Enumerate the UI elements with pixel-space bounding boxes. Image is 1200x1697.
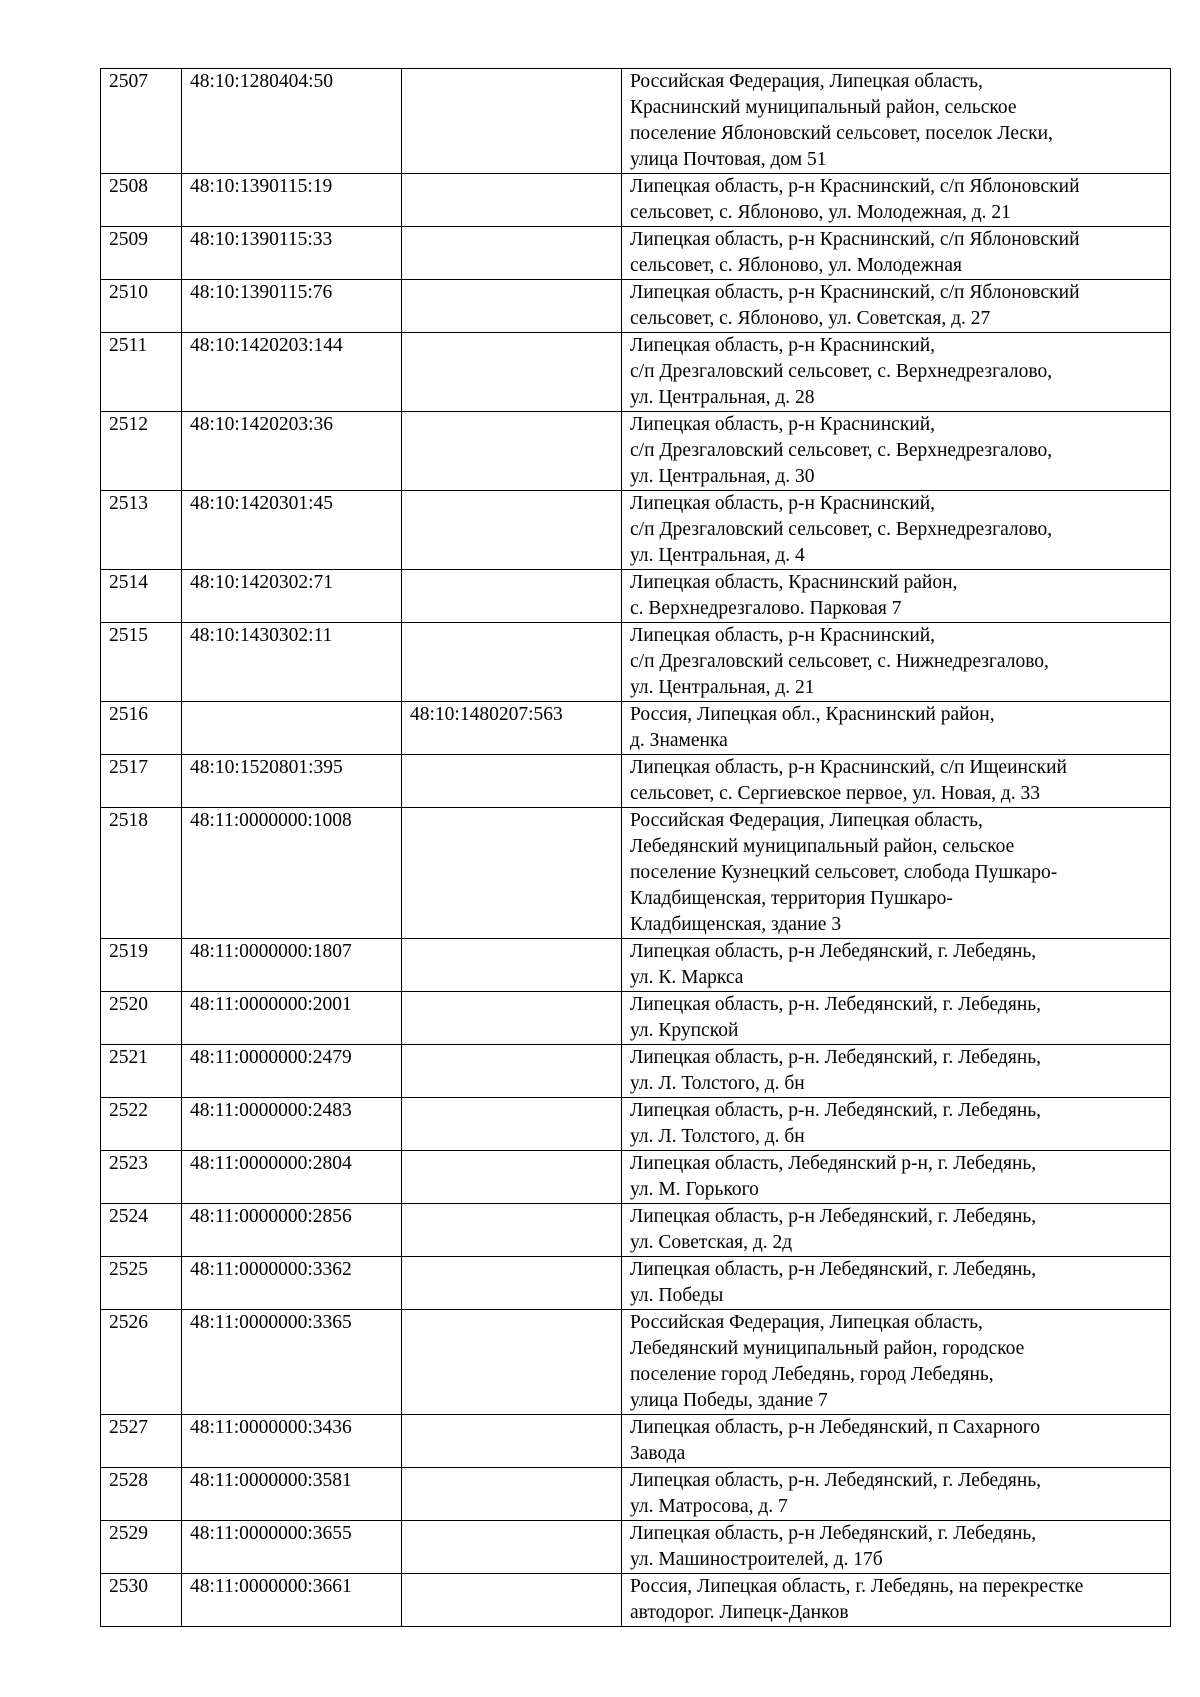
table-row [101, 1468, 1171, 1521]
table-row [101, 227, 1171, 280]
address-cell: Липецкая область, р-н. Лебедянский, г. Лебедянь, ул. Крупской [622, 992, 1171, 1045]
row-number-cell: 2518 [101, 808, 182, 939]
land-cadastral-number-cell: 48:10:1430302:11 [182, 623, 402, 702]
address-cell: Россия, Липецкая обл., Краснинский район, д. Знаменка [622, 702, 1171, 755]
row-number-cell: 2524 [101, 1204, 182, 1257]
table-row [101, 1151, 1171, 1204]
table-body [101, 69, 1171, 1627]
row-number-cell: 2525 [101, 1257, 182, 1310]
table-row [101, 1415, 1171, 1468]
row-number-cell: 2513 [101, 491, 182, 570]
building-cadastral-number-cell [402, 280, 622, 333]
land-cadastral-number-cell: 48:11:0000000:1807 [182, 939, 402, 992]
address-cell: Липецкая область, р-н Лебедянский, г. Лебедянь, ул. К. Маркса [622, 939, 1171, 992]
land-cadastral-number-cell: 48:10:1390115:19 [182, 174, 402, 227]
table-row [101, 174, 1171, 227]
address-cell: Липецкая область, р-н Краснинский, с/п Дрезгаловский сельсовет, с. Нижнедрезгалово, ул. Центральная, д. 21 [622, 623, 1171, 702]
table-row [101, 1045, 1171, 1098]
table-row [101, 280, 1171, 333]
row-number-cell: 2514 [101, 570, 182, 623]
table-row [101, 1098, 1171, 1151]
land-cadastral-number-cell: 48:11:0000000:3365 [182, 1310, 402, 1415]
table-row [101, 1204, 1171, 1257]
land-cadastral-number-cell: 48:11:0000000:2001 [182, 992, 402, 1045]
address-cell: Липецкая область, р-н Лебедянский, г. Лебедянь, ул. Советская, д. 2д [622, 1204, 1171, 1257]
row-number-cell: 2520 [101, 992, 182, 1045]
address-cell: Липецкая область, р-н Краснинский, с/п Дрезгаловский сельсовет, с. Верхнедрезгалово, ул. Центральная, д. 28 [622, 333, 1171, 412]
address-cell: Липецкая область, р-н Лебедянский, г. Лебедянь, ул. Победы [622, 1257, 1171, 1310]
building-cadastral-number-cell [402, 623, 622, 702]
land-cadastral-number-cell: 48:10:1520801:395 [182, 755, 402, 808]
row-number-cell: 2523 [101, 1151, 182, 1204]
table-row [101, 333, 1171, 412]
table-row [101, 623, 1171, 702]
table-row [101, 570, 1171, 623]
land-cadastral-number-cell: 48:11:0000000:2479 [182, 1045, 402, 1098]
row-number-cell: 2528 [101, 1468, 182, 1521]
table-row [101, 992, 1171, 1045]
address-cell: Липецкая область, р-н Краснинский, с/п Ищеинский сельсовет, с. Сергиевское первое, ул. Новая, д. 33 [622, 755, 1171, 808]
row-number-cell: 2507 [101, 69, 182, 174]
row-number-cell: 2511 [101, 333, 182, 412]
address-cell: Российская Федерация, Липецкая область, Лебедянский муниципальный район, сельское поселение Кузнецкий сельсовет, слобода Пушкаро- Кладбищенская, территория Пушкаро- Кладбищенская, здание 3 [622, 808, 1171, 939]
table-row [101, 755, 1171, 808]
building-cadastral-number-cell [402, 333, 622, 412]
address-cell: Липецкая область, Краснинский район, с. Верхнедрезгалово. Парковая 7 [622, 570, 1171, 623]
row-number-cell: 2517 [101, 755, 182, 808]
building-cadastral-number-cell [402, 491, 622, 570]
table-row [101, 412, 1171, 491]
building-cadastral-number-cell [402, 1257, 622, 1310]
address-cell: Липецкая область, р-н Лебедянский, п Сахарного Завода [622, 1415, 1171, 1468]
table-row [101, 702, 1171, 755]
building-cadastral-number-cell [402, 1204, 622, 1257]
land-cadastral-number-cell: 48:10:1420301:45 [182, 491, 402, 570]
building-cadastral-number-cell [402, 1468, 622, 1521]
building-cadastral-number-cell [402, 1574, 622, 1627]
building-cadastral-number-cell [402, 1098, 622, 1151]
land-cadastral-number-cell: 48:10:1280404:50 [182, 69, 402, 174]
address-cell: Липецкая область, р-н Краснинский, с/п Дрезгаловский сельсовет, с. Верхнедрезгалово, ул. Центральная, д. 4 [622, 491, 1171, 570]
row-number-cell: 2509 [101, 227, 182, 280]
building-cadastral-number-cell [402, 1415, 622, 1468]
land-cadastral-number-cell: 48:10:1420203:144 [182, 333, 402, 412]
building-cadastral-number-cell [402, 939, 622, 992]
land-cadastral-number-cell: 48:10:1390115:33 [182, 227, 402, 280]
land-cadastral-number-cell: 48:10:1390115:76 [182, 280, 402, 333]
row-number-cell: 2515 [101, 623, 182, 702]
land-cadastral-number-cell: 48:11:0000000:3362 [182, 1257, 402, 1310]
building-cadastral-number-cell [402, 570, 622, 623]
address-cell: Российская Федерация, Липецкая область, Краснинский муниципальный район, сельское поселение Яблоновский сельсовет, поселок Лески, улица Почтовая, дом 51 [622, 69, 1171, 174]
row-number-cell: 2510 [101, 280, 182, 333]
land-cadastral-number-cell: 48:11:0000000:3661 [182, 1574, 402, 1627]
building-cadastral-number-cell [402, 1521, 622, 1574]
row-number-cell: 2529 [101, 1521, 182, 1574]
building-cadastral-number-cell [402, 808, 622, 939]
building-cadastral-number-cell [402, 412, 622, 491]
land-cadastral-number-cell: 48:10:1420203:36 [182, 412, 402, 491]
land-cadastral-number-cell [182, 702, 402, 755]
address-cell: Липецкая область, р-н Краснинский, с/п Яблоновский сельсовет, с. Яблоново, ул. Советская, д. 27 [622, 280, 1171, 333]
building-cadastral-number-cell [402, 1151, 622, 1204]
table-row [101, 1310, 1171, 1415]
row-number-cell: 2508 [101, 174, 182, 227]
table-row [101, 1574, 1171, 1627]
address-cell: Российская Федерация, Липецкая область, Лебедянский муниципальный район, городское поселение город Лебедянь, город Лебедянь, улица Победы, здание 7 [622, 1310, 1171, 1415]
table-row [101, 1257, 1171, 1310]
table-row [101, 939, 1171, 992]
address-cell: Липецкая область, р-н Краснинский, с/п Дрезгаловский сельсовет, с. Верхнедрезгалово, ул. Центральная, д. 30 [622, 412, 1171, 491]
address-cell: Липецкая область, р-н. Лебедянский, г. Лебедянь, ул. Л. Толстого, д. бн [622, 1098, 1171, 1151]
table-row [101, 491, 1171, 570]
address-cell: Россия, Липецкая область, г. Лебедянь, на перекрестке автодорог. Липецк-Данков [622, 1574, 1171, 1627]
building-cadastral-number-cell [402, 69, 622, 174]
row-number-cell: 2530 [101, 1574, 182, 1627]
building-cadastral-number-cell [402, 174, 622, 227]
building-cadastral-number-cell [402, 755, 622, 808]
land-cadastral-number-cell: 48:11:0000000:2483 [182, 1098, 402, 1151]
row-number-cell: 2521 [101, 1045, 182, 1098]
land-cadastral-number-cell: 48:11:0000000:3581 [182, 1468, 402, 1521]
address-cell: Липецкая область, р-н Краснинский, с/п Яблоновский сельсовет, с. Яблоново, ул. Молодежная [622, 227, 1171, 280]
table-row [101, 1521, 1171, 1574]
row-number-cell: 2519 [101, 939, 182, 992]
row-number-cell: 2516 [101, 702, 182, 755]
table-row [101, 808, 1171, 939]
address-cell: Липецкая область, р-н Лебедянский, г. Лебедянь, ул. Машиностроителей, д. 17б [622, 1521, 1171, 1574]
address-cell: Липецкая область, р-н. Лебедянский, г. Лебедянь, ул. Л. Толстого, д. бн [622, 1045, 1171, 1098]
building-cadastral-number-cell [402, 1310, 622, 1415]
row-number-cell: 2512 [101, 412, 182, 491]
address-cell: Липецкая область, Лебедянский р-н, г. Лебедянь, ул. М. Горького [622, 1151, 1171, 1204]
table-row [101, 69, 1171, 174]
row-number-cell: 2522 [101, 1098, 182, 1151]
building-cadastral-number-cell [402, 227, 622, 280]
building-cadastral-number-cell [402, 992, 622, 1045]
land-cadastral-number-cell: 48:11:0000000:3436 [182, 1415, 402, 1468]
land-cadastral-number-cell: 48:11:0000000:1008 [182, 808, 402, 939]
land-cadastral-number-cell: 48:11:0000000:2804 [182, 1151, 402, 1204]
address-cell: Липецкая область, р-н. Лебедянский, г. Лебедянь, ул. Матросова, д. 7 [622, 1468, 1171, 1521]
land-cadastral-number-cell: 48:11:0000000:3655 [182, 1521, 402, 1574]
address-cell: Липецкая область, р-н Краснинский, с/п Яблоновский сельсовет, с. Яблоново, ул. Молодежная, д. 21 [622, 174, 1171, 227]
land-cadastral-number-cell: 48:11:0000000:2856 [182, 1204, 402, 1257]
building-cadastral-number-cell: 48:10:1480207:563 [402, 702, 622, 755]
building-cadastral-number-cell [402, 1045, 622, 1098]
property-table [100, 68, 1171, 1627]
row-number-cell: 2526 [101, 1310, 182, 1415]
row-number-cell: 2527 [101, 1415, 182, 1468]
land-cadastral-number-cell: 48:10:1420302:71 [182, 570, 402, 623]
